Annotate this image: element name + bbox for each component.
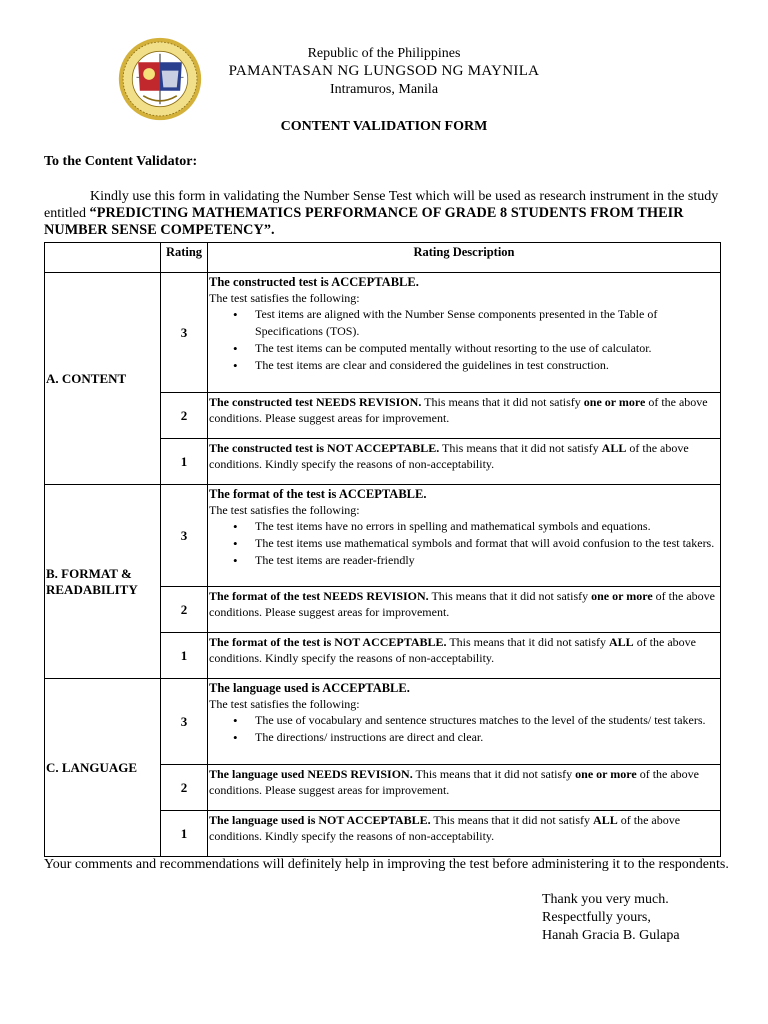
description-text: of the above conditions. Kindly specify the reasons of non-acceptability. [209,635,696,665]
criteria-list [209,712,718,746]
description-bold: one or more [575,767,637,781]
description-text: of the above conditions. Please suggest areas for improvement. [209,589,715,619]
list-item: • The test items use mathematical symbols and format that will avoid confusion to the test takers. [255,535,718,552]
closing-regards: Respectfully yours, [542,910,651,925]
list-item: • The directions/ instructions are direct and clear. [255,729,718,746]
header-location: Intramuros, Manila [329,82,439,97]
criterion-content: A. CONTENT [45,273,161,485]
description-bold: The format of the test NEEDS REVISION. [209,589,429,603]
list-item: • The test items are reader-friendly [255,552,718,569]
col-rating-header: Rating [161,243,208,273]
description-cell [208,273,721,393]
description-cell [208,587,721,633]
description-bold: ALL [601,441,627,455]
description-cell [208,393,721,439]
description-bold: The constructed test is NOT ACCEPTABLE. [209,441,440,455]
footer-note: Your comments and recommendations will definitely help in improving the test before administering it to the respondents. [44,857,729,872]
closing-thanks: Thank you very much. [542,892,669,907]
list-item: • Test items are aligned with the Number Sense components presented in the Table of Specifications (TOS). [255,306,718,340]
list-item: • The test items are clear and considered the guidelines in test construction. [255,357,718,374]
description-cell [208,439,721,485]
description-bold: The constructed test NEEDS REVISION. [209,395,422,409]
description-text: of the above conditions. Please suggest areas for improvement. [209,767,700,797]
description-text: This means that it did not satisfy [446,635,609,649]
description-cell [208,811,721,857]
intro-text: Kindly use this form in validating the Number Sense Test which will be used as research instrument in the study entitled [44,189,719,221]
description-text: This means that it did not satisfy [421,395,584,409]
description-bold: ALL [593,813,618,827]
validation-table [44,242,721,857]
description-heading: The constructed test is ACCEPTABLE. [209,275,419,289]
rating-cell: 2 [161,393,208,439]
table-row [45,273,721,393]
description-bold: ALL [609,635,634,649]
list-item: • The test items have no errors in spelling and mathematical symbols and equations. [255,518,718,535]
description-cell [208,679,721,765]
description-bold: one or more [591,589,653,603]
table-header-row [45,243,721,273]
criterion-language: C. LANGUAGE [45,679,161,857]
description-bold: The format of the test is NOT ACCEPTABLE. [209,635,447,649]
rating-cell: 2 [161,765,208,811]
description-cell [208,485,721,587]
rating-cell: 3 [161,679,208,765]
table-row [45,679,721,765]
rating-cell: 1 [161,633,208,679]
description-cell [208,765,721,811]
rating-cell: 1 [161,811,208,857]
rating-cell: 2 [161,587,208,633]
closing-block [542,891,680,945]
criteria-list [209,306,718,374]
description-text: of the above conditions. Kindly specify the reasons of non-acceptability. [209,813,681,843]
list-item: • The test items can be computed mentally without resorting to the use of calculator. [255,340,718,357]
intro-paragraph [44,188,730,239]
salutation: To the Content Validator: [44,154,198,169]
description-text: This means that it did not satisfy [430,813,594,827]
header-university-name: PAMANTASAN NG LUNGSOD NG MAYNILA [228,63,540,79]
signatory-name: Hanah Gracia B. Gulapa [542,928,680,943]
description-heading: The format of the test is ACCEPTABLE. [209,487,427,501]
description-lead: The test satisfies the following: [209,503,360,517]
rating-cell: 3 [161,485,208,587]
criterion-format-readability: B. FORMAT & READABILITY [45,485,161,679]
col-description-header: Rating Description [208,243,721,273]
description-text: This means that it did not satisfy [439,441,602,455]
description-bold: The language used NEEDS REVISION. [209,767,413,781]
description-text: This means that it did not satisfy [412,767,576,781]
description-text: of the above conditions. Kindly specify the reasons of non-acceptability. [209,441,689,471]
description-cell [208,633,721,679]
description-heading: The language used is ACCEPTABLE. [209,681,410,695]
page-title: CONTENT VALIDATION FORM [280,119,488,134]
description-text: This means that it did not satisfy [428,589,592,603]
header-line-1: Republic of the Philippines [307,46,461,61]
description-lead: The test satisfies the following: [209,697,360,711]
list-item: • The use of vocabulary and sentence structures matches to the level of the students/ test takers. [255,712,718,729]
description-lead: The test satisfies the following: [209,291,360,305]
rating-cell: 1 [161,439,208,485]
rating-cell: 3 [161,273,208,393]
description-text: of the above conditions. Please suggest areas for improvement. [209,395,708,425]
description-bold: The language used is NOT ACCEPTABLE. [209,813,431,827]
criteria-list [209,518,718,569]
table-row [45,485,721,587]
description-bold: one or more [583,395,646,409]
study-title: “PREDICTING MATHEMATICS PERFORMANCE OF GRADE 8 STUDENTS FROM THEIR NUMBER SENSE COMPETENCY”. [44,205,684,238]
